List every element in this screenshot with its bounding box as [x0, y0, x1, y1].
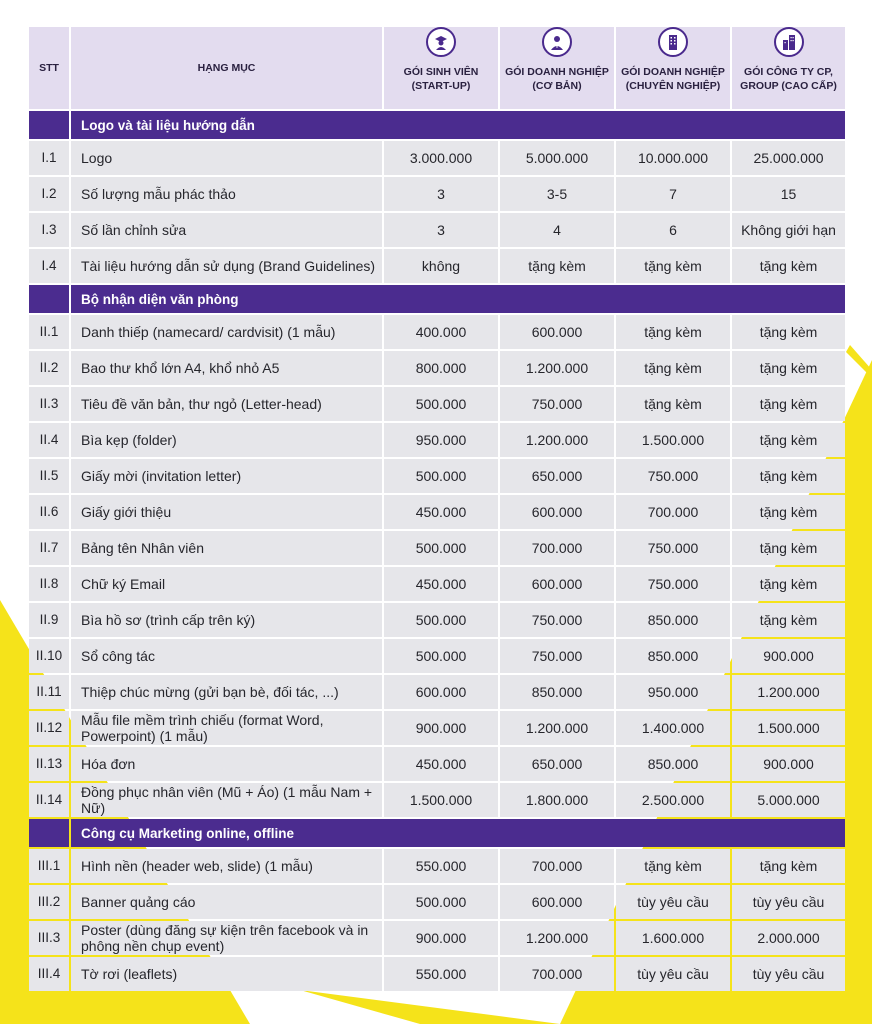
row-price-package-1: 450.000: [384, 495, 498, 529]
row-price-package-4: 5.000.000: [732, 783, 845, 817]
table-row: [29, 747, 845, 781]
row-price-package-2: 700.000: [500, 849, 614, 883]
package-name: GÓI SINH VIÊN: [403, 66, 479, 78]
row-stt: II.1: [29, 315, 69, 349]
row-price-package-2: 850.000: [500, 675, 614, 709]
row-price-package-3: 1.500.000: [616, 423, 730, 457]
row-price-package-4: 2.000.000: [732, 921, 845, 955]
section-stt-cell: [29, 819, 69, 847]
row-stt: II.2: [29, 351, 69, 385]
row-item: Chữ ký Email: [71, 567, 382, 601]
row-item: Số lượng mẫu phác thảo: [71, 177, 382, 211]
row-stt: II.9: [29, 603, 69, 637]
section-header-row: [29, 285, 845, 313]
row-price-package-1: 500.000: [384, 459, 498, 493]
header-package-business-pro: [616, 27, 730, 109]
row-price-package-2: 700.000: [500, 957, 614, 991]
row-stt: II.6: [29, 495, 69, 529]
header-item: HẠNG MỤC: [71, 27, 382, 109]
package-subtitle: (CƠ BẢN): [532, 80, 582, 92]
row-item: Mẫu file mềm trình chiếu (format Word, Powerpoint) (1 mẫu): [71, 711, 382, 745]
row-item: Giấy giới thiệu: [71, 495, 382, 529]
package-subtitle: GROUP (CAO CẤP): [740, 80, 837, 92]
row-price-package-4: 1.200.000: [732, 675, 845, 709]
row-price-package-2: 4: [500, 213, 614, 247]
section-title: Công cụ Marketing online, offline: [71, 819, 845, 847]
row-price-package-4: tặng kèm: [732, 495, 845, 529]
row-price-package-1: 600.000: [384, 675, 498, 709]
row-price-package-4: tặng kèm: [732, 459, 845, 493]
table-row: [29, 351, 845, 385]
row-item: Danh thiếp (namecard/ cardvisit) (1 mẫu): [71, 315, 382, 349]
section-stt-cell: [29, 285, 69, 313]
table-header-row: [29, 27, 845, 109]
row-price-package-4: 25.000.000: [732, 141, 845, 175]
table-row: [29, 423, 845, 457]
graduate-icon: [426, 27, 456, 57]
row-stt: II.4: [29, 423, 69, 457]
pricing-table: [27, 25, 847, 993]
row-price-package-2: 650.000: [500, 459, 614, 493]
package-name: GÓI DOANH NGHIỆP: [621, 66, 725, 78]
table-row: [29, 531, 845, 565]
section-stt-cell: [29, 111, 69, 139]
row-price-package-4: tặng kèm: [732, 351, 845, 385]
row-price-package-1: 800.000: [384, 351, 498, 385]
row-stt: II.14: [29, 783, 69, 817]
row-price-package-1: 3: [384, 177, 498, 211]
row-stt: I.2: [29, 177, 69, 211]
row-price-package-2: tặng kèm: [500, 249, 614, 283]
row-price-package-4: 1.500.000: [732, 711, 845, 745]
row-price-package-2: 750.000: [500, 639, 614, 673]
row-stt: III.3: [29, 921, 69, 955]
row-stt: II.10: [29, 639, 69, 673]
row-price-package-1: 550.000: [384, 957, 498, 991]
table-row: [29, 885, 845, 919]
row-price-package-2: 600.000: [500, 885, 614, 919]
section-header-row: [29, 111, 845, 139]
row-price-package-3: 1.600.000: [616, 921, 730, 955]
office-building-icon: [658, 27, 688, 57]
row-item: Tờ rơi (leaflets): [71, 957, 382, 991]
table-row: [29, 387, 845, 421]
row-item: Bảng tên Nhân viên: [71, 531, 382, 565]
table-row: [29, 315, 845, 349]
row-stt: III.4: [29, 957, 69, 991]
table-row: [29, 783, 845, 817]
table-row: [29, 603, 845, 637]
row-price-package-3: 750.000: [616, 567, 730, 601]
table-row: [29, 141, 845, 175]
row-item: Đồng phục nhân viên (Mũ + Áo) (1 mẫu Nam + Nữ): [71, 783, 382, 817]
row-price-package-3: 750.000: [616, 459, 730, 493]
row-item: Bìa hồ sơ (trình cấp trên ký): [71, 603, 382, 637]
header-package-corporate: [732, 27, 845, 109]
package-name: GÓI CÔNG TY CP,: [744, 66, 833, 78]
row-price-package-2: 750.000: [500, 603, 614, 637]
row-price-package-3: tặng kèm: [616, 351, 730, 385]
row-stt: II.5: [29, 459, 69, 493]
table-row: [29, 213, 845, 247]
table-row: [29, 495, 845, 529]
businessman-icon: [542, 27, 572, 57]
row-price-package-4: tặng kèm: [732, 849, 845, 883]
row-price-package-3: 850.000: [616, 747, 730, 781]
row-price-package-4: tặng kèm: [732, 315, 845, 349]
row-price-package-2: 1.800.000: [500, 783, 614, 817]
row-price-package-3: 2.500.000: [616, 783, 730, 817]
section-title: Logo và tài liệu hướng dẫn: [71, 111, 845, 139]
row-stt: II.7: [29, 531, 69, 565]
table-row: [29, 711, 845, 745]
package-subtitle: (START-UP): [411, 80, 471, 92]
row-item: Sổ công tác: [71, 639, 382, 673]
row-price-package-1: 450.000: [384, 747, 498, 781]
row-price-package-2: 1.200.000: [500, 711, 614, 745]
row-price-package-4: tặng kèm: [732, 423, 845, 457]
row-price-package-1: không: [384, 249, 498, 283]
table-row: [29, 921, 845, 955]
row-price-package-4: tùy yêu cầu: [732, 885, 845, 919]
row-price-package-3: 850.000: [616, 639, 730, 673]
table-row: [29, 459, 845, 493]
row-price-package-4: tặng kèm: [732, 603, 845, 637]
row-price-package-2: 600.000: [500, 315, 614, 349]
row-price-package-3: tùy yêu cầu: [616, 957, 730, 991]
table-row: [29, 675, 845, 709]
header-stt: STT: [29, 27, 69, 109]
row-price-package-3: 7: [616, 177, 730, 211]
row-price-package-2: 600.000: [500, 495, 614, 529]
row-stt: I.4: [29, 249, 69, 283]
table-row: [29, 249, 845, 283]
package-name: GÓI DOANH NGHIỆP: [505, 66, 609, 78]
row-price-package-2: 1.200.000: [500, 423, 614, 457]
package-subtitle: (CHUYÊN NGHIỆP): [625, 80, 721, 92]
row-stt: I.1: [29, 141, 69, 175]
row-item: Hóa đơn: [71, 747, 382, 781]
row-item: Banner quảng cáo: [71, 885, 382, 919]
header-package-business-basic: [500, 27, 614, 109]
row-item: Tiêu đề văn bản, thư ngỏ (Letter-head): [71, 387, 382, 421]
row-price-package-3: tặng kèm: [616, 849, 730, 883]
row-item: Thiệp chúc mừng (gửi bạn bè, đối tác, ...): [71, 675, 382, 709]
skyscraper-icon: [774, 27, 804, 57]
header-package-student: [384, 27, 498, 109]
section-header-row: [29, 819, 845, 847]
row-price-package-2: 5.000.000: [500, 141, 614, 175]
row-price-package-1: 900.000: [384, 711, 498, 745]
row-item: Bao thư khổ lớn A4, khổ nhỏ A5: [71, 351, 382, 385]
row-stt: III.1: [29, 849, 69, 883]
row-item: Hình nền (header web, slide) (1 mẫu): [71, 849, 382, 883]
row-stt: II.11: [29, 675, 69, 709]
row-price-package-2: 3-5: [500, 177, 614, 211]
row-price-package-3: 750.000: [616, 531, 730, 565]
row-price-package-1: 900.000: [384, 921, 498, 955]
table-row: [29, 177, 845, 211]
row-price-package-1: 400.000: [384, 315, 498, 349]
table-row: [29, 957, 845, 991]
row-price-package-1: 500.000: [384, 387, 498, 421]
row-stt: II.12: [29, 711, 69, 745]
row-item: Bìa kẹp (folder): [71, 423, 382, 457]
row-price-package-1: 500.000: [384, 639, 498, 673]
row-price-package-1: 3: [384, 213, 498, 247]
row-price-package-2: 700.000: [500, 531, 614, 565]
row-price-package-3: tặng kèm: [616, 315, 730, 349]
row-price-package-2: 1.200.000: [500, 351, 614, 385]
row-price-package-3: 10.000.000: [616, 141, 730, 175]
table-row: [29, 849, 845, 883]
row-price-package-3: 1.400.000: [616, 711, 730, 745]
row-price-package-4: 900.000: [732, 639, 845, 673]
row-price-package-4: tặng kèm: [732, 531, 845, 565]
row-stt: II.8: [29, 567, 69, 601]
row-price-package-2: 650.000: [500, 747, 614, 781]
row-stt: III.2: [29, 885, 69, 919]
table-row: [29, 639, 845, 673]
row-price-package-4: 15: [732, 177, 845, 211]
row-price-package-2: 750.000: [500, 387, 614, 421]
row-price-package-1: 500.000: [384, 885, 498, 919]
row-price-package-4: tặng kèm: [732, 387, 845, 421]
row-price-package-4: tặng kèm: [732, 567, 845, 601]
row-price-package-4: tùy yêu cầu: [732, 957, 845, 991]
row-price-package-3: 950.000: [616, 675, 730, 709]
row-price-package-1: 450.000: [384, 567, 498, 601]
row-price-package-4: 900.000: [732, 747, 845, 781]
row-stt: II.13: [29, 747, 69, 781]
row-item: Giấy mời (invitation letter): [71, 459, 382, 493]
row-price-package-3: tặng kèm: [616, 249, 730, 283]
row-item: Số lần chỉnh sửa: [71, 213, 382, 247]
row-price-package-1: 3.000.000: [384, 141, 498, 175]
row-price-package-1: 1.500.000: [384, 783, 498, 817]
row-price-package-1: 550.000: [384, 849, 498, 883]
row-price-package-2: 1.200.000: [500, 921, 614, 955]
row-price-package-3: 700.000: [616, 495, 730, 529]
row-price-package-3: 6: [616, 213, 730, 247]
row-item: Tài liệu hướng dẫn sử dụng (Brand Guidelines): [71, 249, 382, 283]
row-item: Logo: [71, 141, 382, 175]
row-price-package-3: 850.000: [616, 603, 730, 637]
row-price-package-2: 600.000: [500, 567, 614, 601]
row-item: Poster (dùng đăng sự kiện trên facebook và in phông nền chụp event): [71, 921, 382, 955]
row-price-package-1: 500.000: [384, 531, 498, 565]
table-row: [29, 567, 845, 601]
row-stt: II.3: [29, 387, 69, 421]
row-price-package-1: 950.000: [384, 423, 498, 457]
row-price-package-4: tặng kèm: [732, 249, 845, 283]
row-price-package-4: Không giới hạn: [732, 213, 845, 247]
row-price-package-1: 500.000: [384, 603, 498, 637]
row-price-package-3: tặng kèm: [616, 387, 730, 421]
row-stt: I.3: [29, 213, 69, 247]
section-title: Bộ nhận diện văn phòng: [71, 285, 845, 313]
row-price-package-3: tùy yêu cầu: [616, 885, 730, 919]
